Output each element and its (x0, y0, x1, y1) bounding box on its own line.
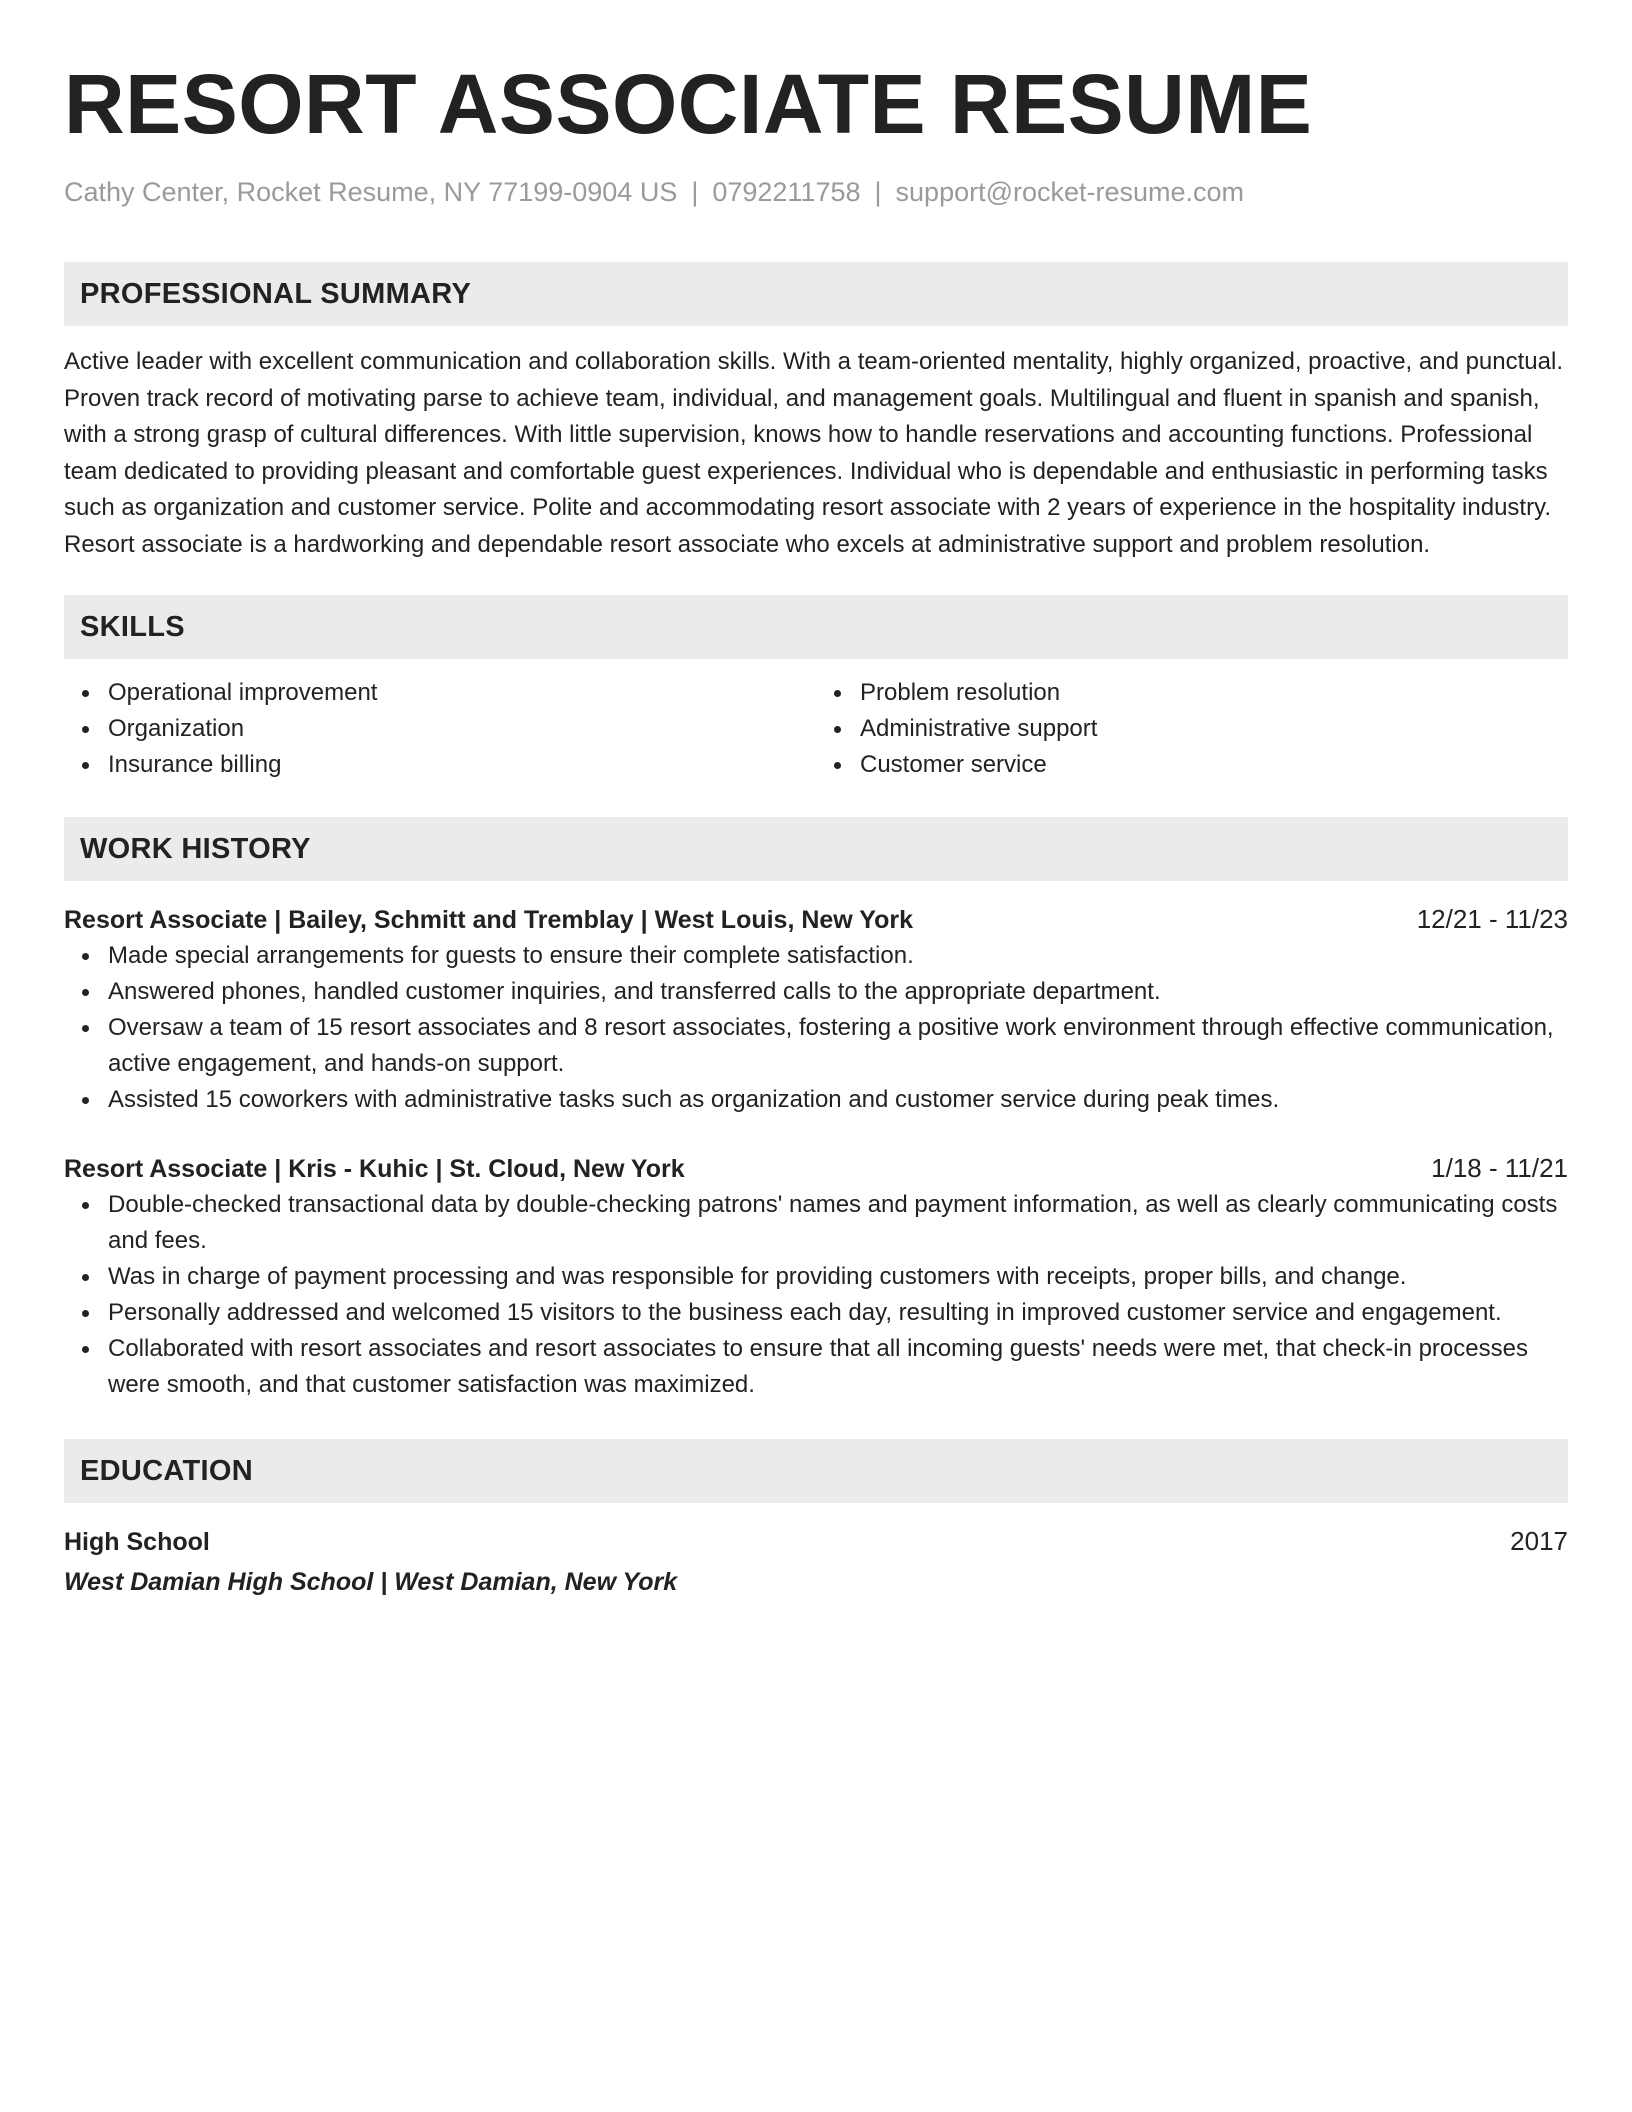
skill-item: Problem resolution (816, 675, 1568, 711)
job-bullets (64, 1187, 1568, 1403)
education-year: 2017 (1510, 1526, 1568, 1556)
section-header-work-history: WORK HISTORY (64, 817, 1568, 881)
contact-phone: 0792211758 (712, 177, 861, 207)
skill-item: Administrative support (816, 711, 1568, 747)
skill-item: Operational improvement (64, 675, 816, 711)
education-degree: High School (64, 1528, 210, 1556)
section-header-skills: SKILLS (64, 595, 1568, 659)
job-bullet: Was in charge of payment processing and was responsible for providing customers with receipts, proper bills, and change. (64, 1259, 1568, 1295)
job-bullet: Double-checked transactional data by double-checking patrons' names and payment information, as well as clearly communicating costs and fees. (64, 1187, 1568, 1259)
contact-separator: | (691, 177, 699, 207)
section-header-education: EDUCATION (64, 1439, 1568, 1503)
job-header (64, 901, 1568, 938)
job-dates: 12/21 - 11/23 (1416, 904, 1568, 934)
skill-item: Organization (64, 711, 816, 747)
summary-text: Active leader with excellent communication and collaboration skills. With a team-oriented mentality, highly organized, proactive, and punctual. Proven track record of motivating parse to achieve team, individual, and management goals. Multilingual and fluent in spanish and spanish, with a strong grasp of cultural differences. With little supervision, knows how to handle reservations and accounting functions. Professional team dedicated to providing pleasant and comfortable guest experiences. Individual who is dependable and enthusiastic in performing tasks such as organization and customer service. Polite and accommodating resort associate with 2 years of experience in the hospitality industry. Resort associate is a hardworking and dependable resort associate who excels at administrative support and problem resolution. (64, 348, 1563, 558)
job-entry (64, 1150, 1568, 1403)
skills-column-right (816, 675, 1568, 783)
skill-item: Customer service (816, 747, 1568, 783)
contact-email: support@rocket-resume.com (895, 177, 1245, 207)
job-bullet: Personally addressed and welcomed 15 visitors to the business each day, resulting in improved customer service and engagement. (64, 1295, 1568, 1331)
education-school: West Damian High School | West Damian, New York (64, 1568, 678, 1596)
skills-list (64, 675, 1568, 783)
skills-column-left (64, 675, 816, 783)
job-bullet: Made special arrangements for guests to ensure their complete satisfaction. (64, 938, 1568, 974)
contact-address: Cathy Center, Rocket Resume, NY 77199-0904 US (64, 177, 678, 207)
contact-line (64, 174, 1568, 210)
job-bullet: Oversaw a team of 15 resort associates and 8 resort associates, fostering a positive work environment through effective communication, active engagement, and hands-on support. (64, 1010, 1568, 1082)
job-title: Resort Associate | Bailey, Schmitt and Tremblay | West Louis, New York (64, 906, 913, 934)
job-entry (64, 901, 1568, 1118)
contact-separator: | (874, 177, 882, 207)
job-title: Resort Associate | Kris - Kuhic | St. Cloud, New York (64, 1155, 685, 1183)
job-header (64, 1150, 1568, 1187)
job-bullets (64, 938, 1568, 1118)
job-dates: 1/18 - 11/21 (1431, 1153, 1568, 1183)
job-bullet: Assisted 15 coworkers with administrative tasks such as organization and customer service during peak times. (64, 1082, 1568, 1118)
skill-item: Insurance billing (64, 747, 816, 783)
job-bullet: Collaborated with resort associates and resort associates to ensure that all incoming guests' needs were met, that check-in processes were smooth, and that customer satisfaction was maximized. (64, 1331, 1568, 1403)
job-bullet: Answered phones, handled customer inquiries, and transferred calls to the appropriate department. (64, 974, 1568, 1010)
education-header (64, 1523, 1568, 1560)
section-header-summary: PROFESSIONAL SUMMARY (64, 262, 1568, 326)
resume-title: RESORT ASSOCIATE RESUME (64, 57, 1313, 151)
